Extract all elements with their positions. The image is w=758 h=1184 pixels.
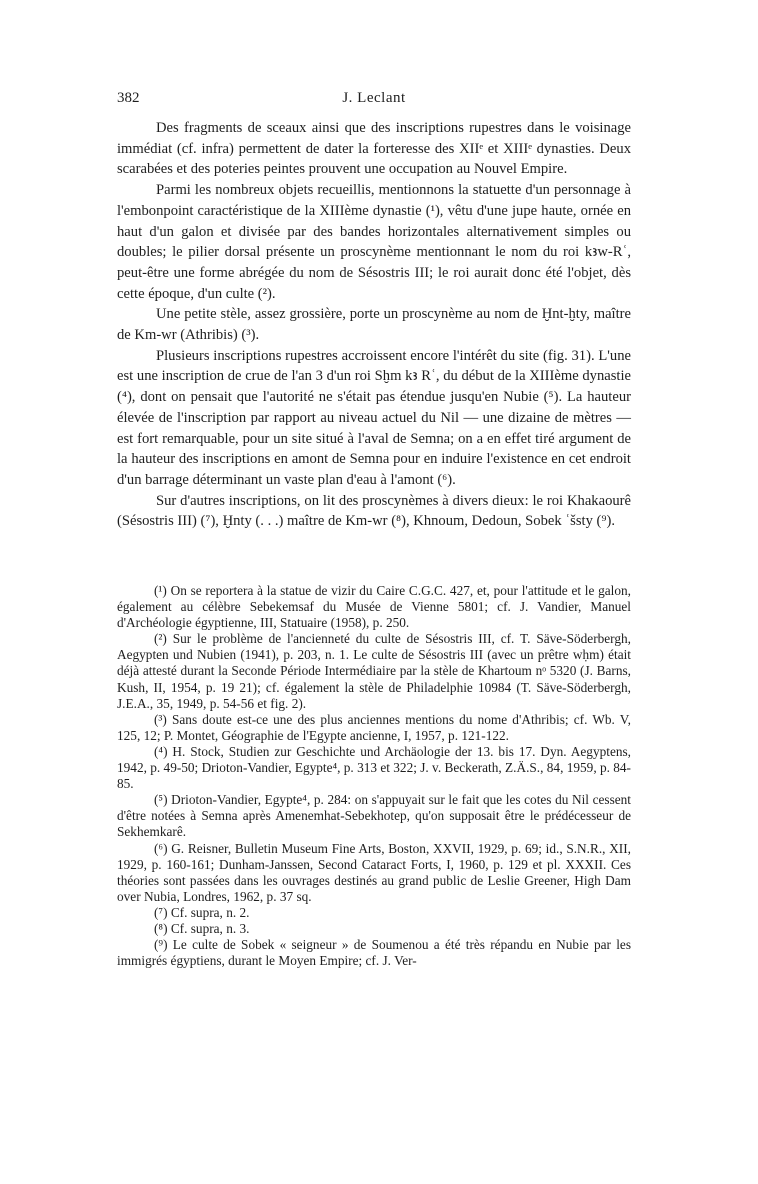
footnote: (⁴) H. Stock, Studien zur Geschichte und Archäologie der 13. bis 17. Dyn. Aegyptens, 1942, p. 49-50; Drioton-Vandier, Egypte⁴, p. 313 et 322; J. v. Beckerath, Z.Ä.S., 84, 1959, p. 84-85.	[117, 743, 631, 792]
footnote: (¹) On se reportera à la statue de vizir du Caire C.G.C. 427, et, pour l'attitude et le galon, également au célèbre Sebekemsaf du Musée de Vienne 5801; cf. J. Vandier, Manuel d'Archéologie égyptienne, III, Statuaire (1958), p. 250.	[117, 583, 631, 631]
body-paragraph: Sur d'autres inscriptions, on lit des proscynèmes à divers dieux: le roi Khakaourê (Sésostris III) (⁷), Ḫnty (. . .) maître de Km-wr (⁸), Khnoum, Dedoun, Sobek ʿšsty (⁹).	[117, 492, 631, 530]
footnote: (³) Sans doute est-ce une des plus anciennes mentions du nome d'Athribis; cf. Wb. V, 125, 12; P. Montet, Géographie de l'Egypte ancienne, I, 1957, p. 121-122.	[117, 711, 631, 743]
page-header	[117, 90, 631, 112]
body-paragraph: Une petite stèle, assez grossière, porte un proscynème au nom de Ḫnt-ḫty, maître de Km-wr (Athribis) (³).	[117, 306, 631, 344]
running-head: J. Leclant	[342, 90, 406, 106]
body-text	[117, 118, 631, 532]
footnote: (²) Sur le problème de l'ancienneté du culte de Sésostris III, cf. T. Säve-Söderbergh, Aegypten und Nubien (1941), p. 203, n. 1. Le culte de Sésostris III (avec un prêtre wḥm) était déjà attesté durant la Seconde Période Intermédiaire par la stèle de Khartoum nᵒ 5320 (J. Barns, Kush, II, 1954, p. 19 21); cf. également la stèle de Philadelphie 10984 (T. Säve-Söderbergh, J.E.A., 35, 1949, p. 54-56 et fig. 2).	[117, 631, 631, 711]
footnotes	[117, 583, 631, 969]
body-paragraph: Des fragments de sceaux ainsi que des inscriptions rupestres dans le voisinage immédiat (cf. infra) permettent de dater la forteresse des XIIᵉ et XIIIᵉ dynasties. Deux scarabées et des poteries peintes prouvent une occupation au Nouvel Empire.	[117, 120, 631, 178]
body-paragraph: Plusieurs inscriptions rupestres accroissent encore l'intérêt du site (fig. 31). L'une est une inscription de crue de l'an 3 d'un roi Sḫm kꜣ Rʿ, du début de la XIIIème dynastie (⁴), dont on pensait que l'autorité ne s'était pas étendue jusqu'en Nubie (⁵). La hauteur élevée de l'inscription par rapport au niveau actuel du Nil — une dizaine de mètres — est fort remarquable, pour un site situé à l'aval de Semna; on a en effet tiré argument de la hauteur des inscriptions en amont de Semna pour en induire l'existence en cet endroit d'un barrage déterminant un vaste plan d'eau à l'amont (⁶).	[117, 347, 631, 488]
footnote: (⁸) Cf. supra, n. 3.	[154, 920, 250, 936]
footnote: (⁶) G. Reisner, Bulletin Museum Fine Arts, Boston, XXVII, 1929, p. 69; id., S.N.R., XII, 1929, p. 160-161; Dunham-Janssen, Second Cataract Forts, I, 1960, p. 129 et pl. XXXII. Ces théories sont passées dans les ouvrages destinés au grand public de Leslie Greener, High Dam over Nubia, Londres, 1962, p. 37 sq.	[117, 840, 631, 904]
footnote: (⁹) Le culte de Sobek « seigneur » de Soumenou a été très répandu en Nubie par les immigrés égyptiens, durant le Moyen Empire; cf. J. Ver-	[117, 937, 631, 969]
footnote: (⁵) Drioton-Vandier, Egypte⁴, p. 284: on s'appuyait sur le fait que les cotes du Nil cessent d'être notées à Semna après Amenemhat-Sebekhotep, qu'on supposait être le prédécesseur de Sekhemkarê.	[117, 792, 631, 840]
page-number: 382	[117, 90, 140, 106]
footnote: (⁷) Cf. supra, n. 2.	[154, 904, 250, 920]
body-paragraph: Parmi les nombreux objets recueillis, mentionnons la statuette d'un personnage à l'embonpoint caractéristique de la XIIIème dynastie (¹), vêtu d'une jupe haute, ornée en haut d'un galon et divisée par des bandes horizontales alternativement simples ou doubles; le pilier dorsal présente un proscynème mentionnant le nom du roi kꜣw-Rʿ, peut-être une forme abrégée du nom de Sésostris III; le roi aurait donc été l'objet, dès cette époque, d'un culte (²).	[117, 182, 631, 302]
